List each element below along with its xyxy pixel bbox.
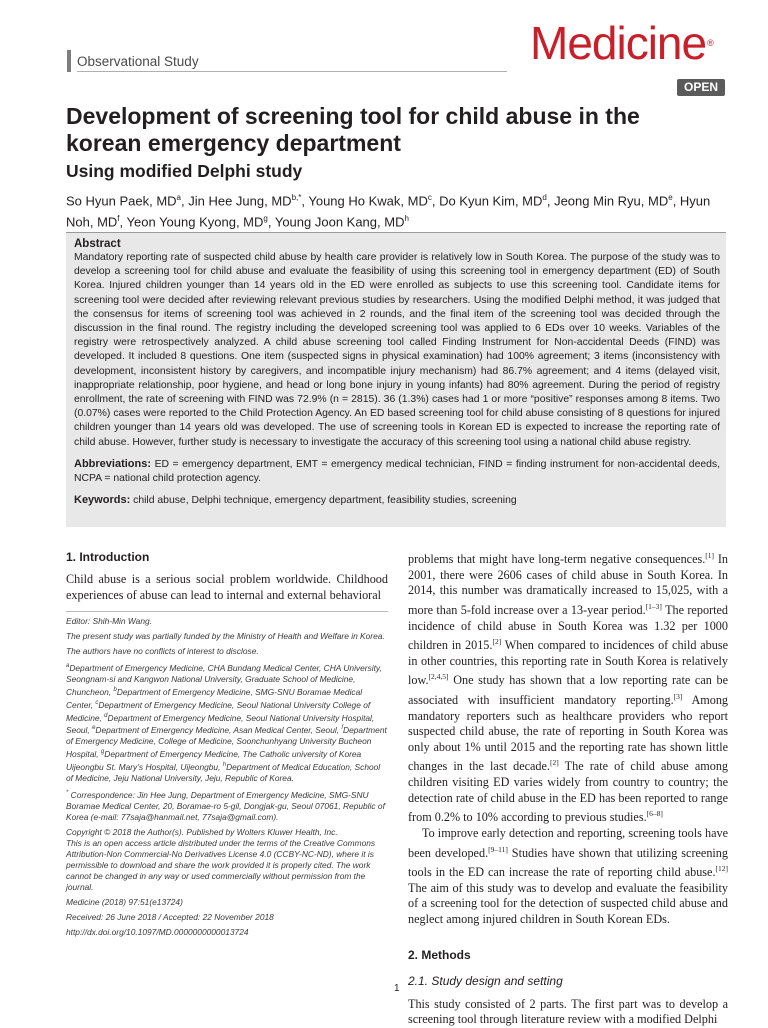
footnote-copyright — [66, 827, 388, 893]
header-rule — [77, 71, 507, 72]
author-affiliation-marker: e — [668, 193, 673, 202]
keywords — [74, 493, 720, 508]
text-run: Studies have shown that utilizing screening tools in the ED can increase the rate of reporting child abuse. — [408, 845, 728, 880]
affiliation-marker: f — [341, 725, 344, 732]
author-affiliation-marker: a — [176, 193, 181, 202]
journal-name: Medicine — [530, 17, 707, 69]
footnote-editor: Editor: Shih-Min Wang. — [66, 616, 152, 627]
study-design-heading: 2.1. Study design and setting — [408, 973, 563, 988]
copyright-line: Copyright © 2018 the Author(s). Published by Wolters Kluwer Health, Inc. — [66, 826, 338, 837]
correspondence-marker: * — [66, 789, 69, 796]
license-text: This is an open access article distributed under the terms of the Creative Commons Attribution-Non Commercial-No Derivatives License 4.0 (CCBY-NC-ND), where it is permissible to download and share the work provided it is properly cited. The work cannot be changed in any way or used commercially without permission from the journal. — [66, 837, 376, 892]
abstract-text: Mandatory reporting rate of suspected child abuse by health care provider is relatively low in South Korea. The purpose of the study was to develop a screening tool for child abuse and evaluate the feasibility of using this screening tool in emergency department (ED) of South Korea. Injured children younger than 14 years old in the ED were enrolled as subjects to use this screening tool. Candidate items for screening tool were decided after reviewing relevant previous studies by researchers. Using the modified Delphi method, it was judged that the consensus for items of screening tool was achieved in 2 rounds, and the final item of the screening tool was decided through the discussion in the final round. The registry including the developed screening tool was applied to 6 EDs over 10 weeks. Variables of the registry were retrospectively analyzed. A child abuse screening tool called Finding Instrument for Non-accidental Deeds (FIND) was developed. It included 8 questions. One item (suspected signs in physical examination) had 100% agreement; 3 items (inconsistency with development, inconsistent history by caregivers, and incompatible injury mechanism) had 86.7% agreement; and 4 items (delayed visit, inappropriate relationship, poor hygiene, and head or long bone injury in young infants) had 80% agreement. During the period of registry enrollment, the rate of screening with FIND was 72.9% (n = 2815). 36 (1.3%) cases had 1 or more “positive” responses among 8 items. Two (0.07%) cases were reported to the Child Protection Agency. An ED based screening tool for child abuse consisting of 8 questions for injured children younger than 14 years old was developed. The use of screening tools in Korean ED is expected to increase the reporting rate of child abuse. However, further study is necessary to investigate the accuracy of this screening tool using a national child abuse registry. — [74, 252, 720, 448]
footnote-conflict: The authors have no conflicts of interest to disclose. — [66, 646, 259, 657]
author-name: Young Ho Kwak, MD — [308, 193, 428, 209]
affiliation-text: Department of Emergency Medicine, CHA Bundang Medical Center, CHA University, Seongnam-si and Kangwon National University, Graduate School of Medicine, Chuncheon, — [66, 662, 382, 697]
affiliation-text: Department of Medical Education, School of Medicine, Jeju National University, Jeju, Republic of Korea. — [66, 761, 381, 783]
keywords-label: Keywords: — [74, 494, 131, 507]
author-name: Jin Hee Jung, MD — [188, 193, 292, 209]
text-run: Among mandatory reporters such as healthcare providers who report suspected child abuse, the rate of reporting in South Korea was only about 1% until 2015 and the reporting rate has shown little changes in the last decade. — [408, 693, 729, 774]
affiliation-text: Department of Emergency Medicine, Seoul National University College of Medicine, — [66, 699, 371, 723]
citation-marker[interactable]: [3] — [673, 692, 683, 701]
affiliation-marker: g — [100, 749, 105, 756]
citation-marker[interactable]: [12] — [715, 864, 728, 874]
text-run: To improve early detection and reporting, screening tools have been developed. — [408, 825, 728, 860]
abstract-box — [66, 232, 726, 527]
registered-mark: ® — [707, 38, 713, 48]
author-affiliation-marker: b,* — [291, 193, 302, 202]
affiliation-marker: e — [92, 725, 96, 732]
citation-marker[interactable]: [1] — [705, 551, 715, 560]
affiliation-text: Department of Emergency Medicine, SMG-SNU Boramae Medical Center, — [66, 686, 363, 710]
citation-marker[interactable]: [2] — [492, 637, 502, 647]
author-name: Yeon Young Kyong, MD — [126, 214, 264, 230]
text-run: problems that might have long-term negative consequences. — [408, 552, 706, 567]
footnote-funding: The present study was partially funded by the Ministry of Health and Welfare in Korea. — [66, 631, 385, 642]
text-run: The aim of this study was to develop and evaluate the feasibility of a screening tool for the detection of suspected child abuse and neglect among injured children in South Korean EDs. — [408, 880, 728, 927]
footnote-doi[interactable]: http://dx.doi.org/10.1097/MD.0000000000013724 — [66, 926, 249, 937]
text-run: One study has shown that a low reporting rate can be associated with insufficient mandatory reporting. — [408, 673, 728, 708]
author-list: So Hyun Paek, $MD^a$, Jin Hee Jung, $MD^{b,*}$, Young Ho Kwak, $MD^c$, Do Kyun Kim, $MD^d$, Jeong Min Ryu, MDe, Hyun Noh, $MD^f$, Yeon Young Kyong, $MD^g$, Young Joon Kang, $MD^h$ — [66, 193, 711, 230]
text-run: The rate of child abuse among children visiting ED varies widely from country to country; the detection rate of child abuse in the ED has been reported to range from 0.2% to 10% according to previous studies. — [408, 759, 729, 825]
author-affiliation-marker: h — [404, 214, 409, 224]
methods-paragraph: This study consisted of 2 parts. The first part was to develop a screening tool through literature review with a modified Delphi — [408, 996, 728, 1027]
author-affiliation-marker: d — [542, 193, 547, 202]
affiliation-marker: c — [95, 699, 99, 706]
author-affiliation-marker: g — [263, 214, 268, 224]
author-name: So Hyun Paek, MD — [66, 193, 177, 209]
author-name: Jeong Min Ryu, MD — [554, 193, 669, 209]
footnote-correspondence — [66, 788, 388, 823]
abstract-heading: Abstract — [74, 238, 121, 250]
affiliation-marker: b — [113, 686, 117, 693]
abbreviations — [74, 457, 720, 486]
affiliation-text: Department of Emergency Medicine, College of Medicine, Soonchunhyang University Bucheon Hospital, — [66, 725, 387, 759]
abbreviations-text: ED = emergency department, EMT = emergency medical technician, FIND = finding instrument for non-accidental deeds, NCPA = national child protection agency. — [74, 458, 720, 485]
page-number: 1 — [394, 983, 400, 994]
citation-marker[interactable]: [6–8] — [646, 809, 663, 819]
introduction-paragraph-cont — [408, 548, 728, 826]
affiliation-text: Department of Emergency Medicine, The Catholic university of Korea Uijeongbu St. Mary’s Hospital, Uijeongbu, — [66, 748, 362, 772]
footnote-rule — [66, 611, 388, 612]
footnote-citation: Medicine (2018) 97:51(e13724) — [66, 896, 183, 907]
citation-marker[interactable]: [9–11] — [488, 844, 508, 854]
right-column — [408, 548, 728, 1028]
open-access-badge: OPEN — [677, 79, 725, 96]
journal-logo — [530, 17, 713, 69]
text-run: The reported incidence of child abuse in South Korea was 1.32 per 1000 children in 2015. — [408, 602, 728, 653]
section-marker-bar — [67, 50, 71, 72]
text-run: When compared to incidences of child abuse in other countries, this reporting rate in South Korea is relatively low. — [408, 638, 728, 688]
author-name: Young Joon Kang, MD — [274, 214, 405, 230]
keywords-text: child abuse, Delphi technique, emergency department, feasibility studies, screening — [133, 495, 517, 507]
author-affiliation-marker: f — [117, 214, 120, 224]
author-affiliation-marker: c — [427, 193, 432, 202]
left-column — [66, 550, 388, 938]
abbreviations-label: Abbreviations: — [74, 457, 152, 470]
text-run: In 2001, there were 2606 cases of child abuse in South Korea. In 2014, this number was dramatically increased to 15,025, with a more than 5-fold increase over a 13-year period. — [408, 552, 729, 617]
affiliation-marker: d — [104, 712, 108, 719]
affiliation-marker: a — [66, 663, 70, 670]
author-name: Hyun Noh, MD — [66, 193, 711, 230]
article-title: Development of screening tool for child abuse in the korean emergency department — [66, 103, 640, 156]
introduction-paragraph-aim — [408, 826, 728, 928]
introduction-paragraph: Child abuse is a serious social problem worldwide. Childhood experiences of abuse can lead to internal and external behavioral — [66, 572, 388, 602]
introduction-heading: 1. Introduction — [66, 550, 150, 564]
article-type-label: Observational Study — [77, 54, 199, 69]
citation-marker[interactable]: [1–3] — [645, 601, 662, 611]
footnote-affiliations — [66, 661, 388, 784]
citation-marker[interactable]: [2,4,5] — [428, 672, 449, 682]
affiliation-marker: h — [222, 761, 227, 768]
citation-marker[interactable]: [2] — [549, 758, 559, 768]
footnote-received-accepted: Received: 26 June 2018 / Accepted: 22 November 2018 — [66, 911, 274, 922]
affiliation-text: Department of Emergency Medicine, Asan Medical Center, Seoul, — [95, 725, 342, 736]
article-subtitle: Using modified Delphi study — [66, 161, 303, 181]
correspondence-text: Correspondence: Jin Hee Jung, Department of Emergency Medicine, SMG-SNU Boramae Medical Center, 20, Boramae-ro 5-gil, Dongjak-gu, Seoul 07061, Republic of Korea (e-mail: 77saja@hanmail.net, 77saja@gmail.com). — [66, 789, 385, 822]
methods-heading: 2. Methods — [408, 947, 471, 962]
author-name: Do Kyun Kim, MD — [439, 193, 543, 209]
affiliation-text: Department of Emergency Medicine, Seoul National University Hospital, Seoul, — [66, 712, 375, 736]
